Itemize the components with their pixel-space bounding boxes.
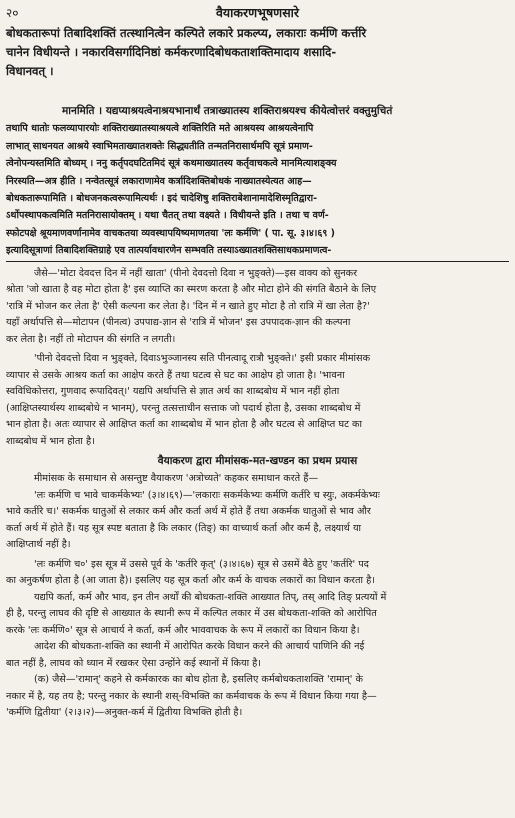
text-line: 'पीनो देवदत्तो दिवा न भुङ्क्ते, दिवाऽभुञ्जानस्य सति पीनत्वादू रात्रौ भुङ्क्ते।' इसी प्रकार मीमांसक (34, 353, 371, 365)
text-line: (आक्षिप्तस्यार्थस्य शाब्दबोधे न भानम्), परन्तु तत्सत्ताधीन सत्ताक जो पदार्थ होता है, उसका शाब्दबोध में (6, 402, 361, 414)
text-line: कर लेता है। नहीं तो मोटापन की संगति न लगती। (6, 333, 176, 345)
text-line: भान होता है। अतः व्यापार से आक्षिप्त कर्ता का शाब्दबोध में भान होता है और घटत्व से आक्षिप्त घट का (6, 419, 363, 431)
paragraph (6, 590, 509, 640)
text-line: इत्यादिसूत्राणां तिबादिशक्तिग्राहे एव तात्पर्यावधारणेन सम्भवति तस्याऽख्यातशक्तिसाधकप्रमाणत्व- (6, 245, 332, 257)
text-line: ही है, परन्तु लाघव की दृष्टि से आख्यात के स्थानी रूप में कल्पित लकार में उस बोधकता-शक्ति को आरोपित (6, 608, 377, 620)
text-line: मीमांसक के समाधान से असन्तुष्ट वैयाकरण 'अत्रोच्यते' कहकर समाधान करते हैं— (34, 473, 319, 485)
paragraph (6, 639, 509, 672)
text-line: 'रात्रि में भोजन कर लेता है' ऐसी कल्पना कर लेता है। 'दिन में न खाते हुए मोटा है तो रात्रि में खा लेता है?' (6, 300, 370, 312)
text-line: नकार में है, यह तय है; परन्तु नकार के स्थानी शस्-विभक्ति का कर्मवाचक के रूप में विधान किया गया है— (6, 690, 377, 702)
paragraph (6, 557, 509, 590)
text-line: जैसे—'मोटा देवदत्त दिन में नहीं खाता' (पीनो देवदत्तो दिवा न भुङ्क्ते)—इस वाक्य को सुनकर (34, 267, 358, 279)
text-line: निरस्यति—अत्र हीति । नन्वेतत्सूत्रं लकाराणामेव कर्त्रादिशक्तिबोधकं नाख्यातस्येत्यत आह— (6, 175, 312, 187)
text-line: चानेन विधीयन्ते । नकारविसर्गादिनिष्ठां कर्मकरणादिबोधकताशक्तिमादाय शसादि- (6, 45, 337, 59)
text-line: स्फोटपक्षे श्रूयमाणवर्णानामेव वाचकतया व्यवस्थापयिष्यमाणतया 'लः कर्मणि' ( पा. सू. ३।४।६९ ) (6, 227, 335, 239)
text-line: (क) जैसे—'रामान्' कहने से कर्मकारक का बोध होता है, इसलिए कर्मबोधकताशक्ति 'रामान्' के (34, 674, 363, 686)
text-line: ऽर्थोपस्थापकत्वमिति मतनिरासायोक्तम् । यथा चैतत् तथा वक्ष्यते । विधीयन्ते इति । तथा च वर्ण- (6, 210, 329, 222)
paragraph (6, 266, 509, 349)
text-line: बोधकतारूपां तिबादिशक्तिं तत्स्थानित्वेन कल्पिते लकारे प्रकल्प्य, लकाराः कर्मणि कर्त्तरि (6, 26, 367, 40)
text-line: व्यापार से उसके आश्रय कर्ता का आक्षेप करते हैं तथा घटत्व से घट का आक्षेप हो जाता है। 'भावना (6, 369, 345, 381)
text-line: स्वविधिकोत्तरा, गुणवाद रूपादिवत्।' यद्यपि अर्थापत्ति से ज्ञात अर्थ का शाब्दबोध में भान नहीं होता (6, 386, 340, 398)
text-line: यहाँ अर्थापत्ति से—मोटापन (पीनत्व) उपपाद्य-ज्ञान से 'रात्रि में भोजन' इस उपपादक-ज्ञान की कल्पना (6, 317, 351, 329)
paragraph (6, 471, 509, 488)
running-title: वैयाकरणभूषणसारे (215, 5, 300, 20)
text-line: बात नहीं है, लाघव को ध्यान में रखकर ऐसा उन्होंने कई स्थानों में किया है। (6, 657, 261, 669)
divider-rule (6, 261, 509, 262)
hindi-commentary (6, 266, 509, 722)
section-heading: वैयाकरण द्वारा मीमांसक-मत-खण्डन का प्रथम प्रयास (157, 455, 358, 468)
text-line: श्रोता 'जो खाता है वह मोटा होता है' इस व्याप्ति का स्मरण करता है और मोटा होने की संगति बैठाने के लिए (6, 284, 377, 296)
text-line: शाब्दबोध में भान होता है। (6, 435, 95, 447)
text-line: आदेश की बोधकता-शक्ति का स्थानी में आरोपित करके विधान करने की आचार्य पाणिनि की नई (34, 641, 365, 653)
text-line: 'कर्मणि द्वितीया' (२।३।२)—अनुक्त-कर्म में द्वितीया विभक्ति होती है। (6, 707, 243, 719)
text-line: का अनुकर्षण होता है (आ जाता है)। इसलिए यह सूत्र कर्ता और कर्म के वाचक लकारों का विधान करता है। (6, 575, 375, 587)
text-line: कर्ता अर्थ में होते हैं। यह सूत्र स्पष्ट बताता है कि लकार (तिङ्) का वाच्यार्थ कर्ता और कर्म है, लक्ष्यार्थ या (6, 522, 362, 534)
text-line: करके 'लः कर्मणि०' सूत्र से आचार्य ने कर्ता, कर्म और भाववाचक के रूप में लकारों का विधान किया है। (6, 624, 360, 636)
text-line: लाभात् साधनयत आश्रये स्वाभिमताख्यातशक्तेः सिद्ध्यतीति तन्मतनिरासार्थमपि सूत्रं प्रमाण- (6, 140, 313, 152)
text-line: 'लः कर्मणि च०' इस सूत्र में उससे पूर्व के 'कर्तरि कृत्' (३।४।६७) सूत्र से उसमें बैठे हुए 'कर्तरि' पद (34, 558, 369, 570)
text-line: त्वेनोपन्यस्तमिति बोध्यम् । ननु कर्तृपदघटितमिदं सूत्रं कथमाख्यातस्य कर्तृवाचकत्वे मानमित्याशङ्क्य (6, 158, 337, 170)
text-line: तथापि धातोः फलव्यापारयोः शक्तिराख्यातस्याश्रयत्वे शक्तिरिति मते आश्रयस्य आश्रयत्वेनापि (6, 123, 314, 135)
paragraph (6, 672, 509, 722)
page-header (6, 4, 509, 24)
text-line: 'लः कर्मणि च भावे चाकर्मकेभ्यः' (३।४।६९)—'लकाराः सकर्मकेभ्यः कर्मणि कर्तरि च स्युः, अकर्मकेभ्यः (34, 489, 380, 501)
sanskrit-commentary (6, 103, 509, 260)
text-line: विधानवत् । (6, 64, 54, 78)
text-line: आक्षिप्तार्थ नहीं है। (6, 539, 71, 551)
text-line: यद्यपि कर्ता, कर्म और भाव, इन तीन अर्थों की बोधकता-शक्ति आख्यात तिप्, तस् आदि तिङ् प्रत्ययों में (34, 591, 387, 603)
text-line: मानमिति । यद्यप्याश्रयत्वेनाश्रयभानार्थं तत्राख्यातस्य शक्तिराश्रयश्च कीयेत्वोत्तरं वक्तुमुचितं (62, 105, 393, 117)
karika-text (6, 24, 509, 81)
paragraph (6, 488, 509, 554)
text-line: बोधकतारूपामिति । बोधजनकत्वरूपामित्यर्थः । इदं चादेशिषु शक्तिराबेशानामादेशिस्मृतिद्वारा- (6, 193, 318, 205)
paragraph (6, 351, 509, 450)
text-line: भावे कर्तरि च।' सकर्मक धातुओं से लकार कर्म और कर्ता अर्थ में होते हैं तथा अकर्मक धातुओं से भाव और (6, 506, 371, 518)
page-number: २० (6, 6, 19, 20)
